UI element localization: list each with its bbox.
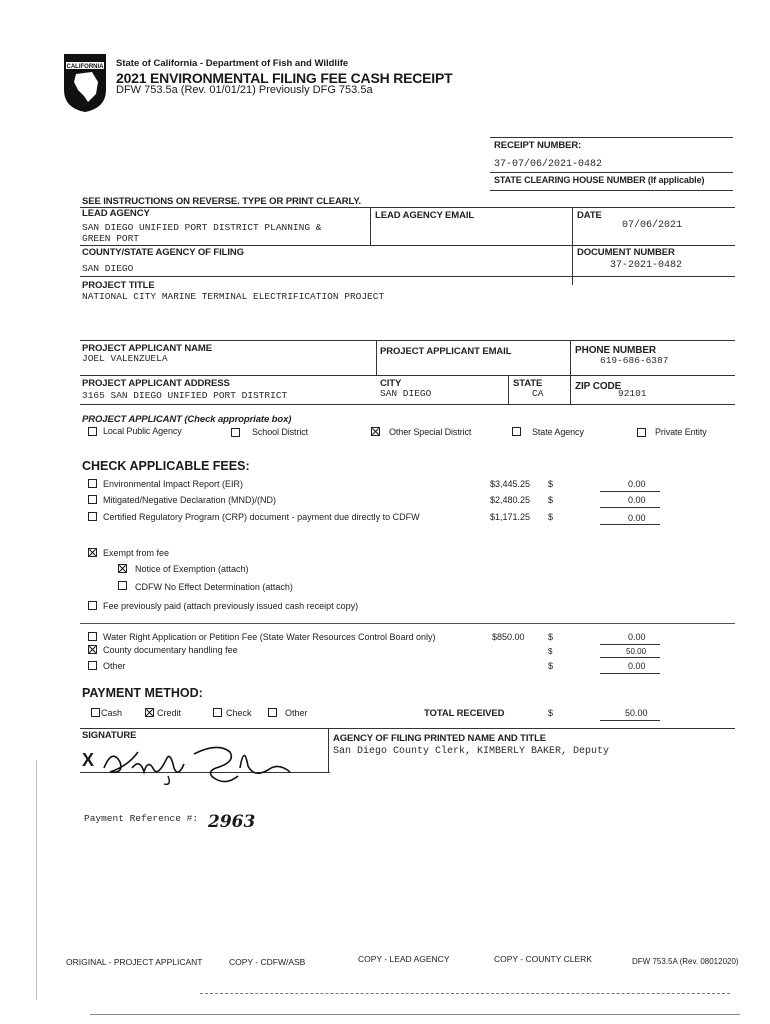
crp-rate: $1,171.25: [490, 512, 531, 522]
copy-original-project-applicant: ORIGINAL - PROJECT APPLICANT: [66, 957, 203, 967]
county-handling-fee-amount: 50.00: [626, 647, 647, 656]
mnd-currency: $: [548, 495, 554, 505]
checkbox-other-fee[interactable]: [88, 661, 97, 670]
payment-reference-label: Payment Reference #:: [84, 813, 199, 824]
checkbox-notice-of-exemption[interactable]: [118, 564, 127, 573]
eir-rate: $3,445.25: [490, 479, 531, 489]
checkbox-state-agency[interactable]: [512, 427, 521, 436]
checkbox-local-public-agency[interactable]: [88, 427, 97, 436]
other-fee-label: Other: [103, 661, 126, 671]
water-right-label: Water Right Application or Petition Fee (State Water Resources Control Board only): [103, 632, 436, 642]
receipt-number: 37-07/06/2021-0482: [494, 159, 603, 170]
signature-x-mark: X: [82, 750, 95, 770]
applicant-name-label: PROJECT APPLICANT NAME: [82, 343, 212, 354]
phone-label: PHONE NUMBER: [575, 345, 657, 356]
county-handling-fee-currency: $: [548, 647, 553, 656]
california-bear-logo: [62, 52, 108, 114]
cash-label: Cash: [101, 708, 123, 718]
lead-agency-line1: SAN DIEGO UNIFIED PORT DISTRICT PLANNING &: [82, 222, 322, 233]
other-special-district-label: Other Special District: [389, 427, 472, 437]
checkbox-mnd[interactable]: [88, 495, 97, 504]
handwritten-signature: [98, 738, 298, 788]
phone-value: 619-686-6387: [600, 355, 669, 366]
fees-heading: CHECK APPLICABLE FEES:: [82, 459, 250, 473]
fee-previously-paid-label: Fee previously paid (attach previously issued cash receipt copy): [103, 601, 359, 611]
eir-currency: $: [548, 479, 554, 489]
total-currency: $: [548, 708, 554, 718]
mnd-label: Mitigated/Negative Declaration (MND)/(ND): [103, 495, 277, 505]
city-label: CITY: [380, 378, 402, 389]
water-right-amount: 0.00: [628, 632, 646, 642]
form-title: 2021 ENVIRONMENTAL FILING FEE CASH RECEIPT: [116, 70, 453, 86]
agency-printed-name-label: AGENCY OF FILING PRINTED NAME AND TITLE: [333, 733, 547, 744]
date-label: DATE: [577, 210, 602, 221]
checkbox-cdfw-no-effect[interactable]: [118, 581, 127, 590]
checkbox-water-right[interactable]: [88, 632, 97, 641]
checkbox-county-handling-fee[interactable]: [88, 645, 97, 654]
clearing-house-label: STATE CLEARING HOUSE NUMBER (If applicable): [494, 175, 705, 185]
mnd-rate: $2,480.25: [490, 495, 531, 505]
document-number-label: DOCUMENT NUMBER: [577, 247, 675, 258]
lead-agency-label: LEAD AGENCY: [82, 208, 150, 219]
form-number: DFW 753.5A (Rev. 08012020): [632, 957, 739, 966]
payment-method-heading: PAYMENT METHOD:: [82, 686, 203, 700]
cdfw-no-effect-label: CDFW No Effect Determination (attach): [135, 582, 293, 592]
other-payment-label: Other: [285, 708, 308, 718]
applicant-address: 3165 SAN DIEGO UNIFIED PORT DISTRICT: [82, 390, 288, 401]
checkbox-other-special-district[interactable]: [371, 427, 380, 436]
agency-printed-name: San Diego County Clerk, KIMBERLY BAKER, Deputy: [333, 746, 610, 757]
checkbox-crp[interactable]: [88, 512, 97, 521]
project-title: NATIONAL CITY MARINE TERMINAL ELECTRIFICATION PROJECT: [82, 291, 385, 302]
county-handling-fee-label: County documentary handling fee: [103, 645, 238, 655]
school-district-label: School District: [252, 427, 309, 437]
checkbox-exempt[interactable]: [88, 548, 97, 557]
total-received-label: TOTAL RECEIVED: [424, 708, 505, 719]
receipt-number-label: RECEIPT NUMBER:: [494, 140, 582, 151]
checkbox-private-entity[interactable]: [637, 428, 646, 437]
signature-label: SIGNATURE: [82, 730, 137, 741]
total-received-amount: 50.00: [625, 708, 648, 718]
project-title-label: PROJECT TITLE: [82, 280, 155, 291]
date-value: 07/06/2021: [622, 220, 683, 231]
notice-of-exemption-label: Notice of Exemption (attach): [135, 564, 249, 574]
checkbox-other-payment[interactable]: [268, 708, 277, 717]
exempt-label: Exempt from fee: [103, 548, 170, 558]
form-subtitle: DFW 753.5a (Rev. 01/01/21) Previously DFG 753.5a: [116, 84, 373, 96]
other-fee-amount: 0.00: [628, 661, 646, 671]
checkbox-check[interactable]: [213, 708, 222, 717]
checkbox-cash[interactable]: [91, 708, 100, 717]
checkbox-eir[interactable]: [88, 479, 97, 488]
state-label: STATE: [513, 378, 543, 389]
department-name: State of California - Department of Fish and Wildlife: [116, 58, 349, 69]
checkbox-fee-previously-paid[interactable]: [88, 601, 97, 610]
credit-label: Credit: [157, 708, 182, 718]
checkbox-credit[interactable]: [145, 708, 154, 717]
city-value: SAN DIEGO: [380, 388, 432, 399]
check-label: Check: [226, 708, 252, 718]
eir-amount: 0.00: [628, 479, 646, 489]
applicant-type-label: PROJECT APPLICANT (Check appropriate box): [82, 414, 292, 425]
copy-county-clerk: COPY - COUNTY CLERK: [494, 954, 592, 964]
crp-label: Certified Regulatory Program (CRP) document - payment due directly to CDFW: [103, 512, 420, 522]
county-value: SAN DIEGO: [82, 263, 134, 274]
state-value: CA: [532, 388, 544, 399]
checkbox-school-district[interactable]: [231, 428, 240, 437]
copy-cdfw-asb: COPY - CDFW/ASB: [229, 957, 306, 967]
applicant-email-label: PROJECT APPLICANT EMAIL: [380, 346, 512, 357]
logo-text: CALIFORNIA: [66, 64, 104, 70]
zip-label: ZIP CODE: [575, 381, 622, 392]
state-agency-label: State Agency: [532, 427, 584, 437]
water-right-currency: $: [548, 632, 554, 642]
eir-label: Environmental Impact Report (EIR): [103, 479, 244, 489]
lead-agency-email-label: LEAD AGENCY EMAIL: [375, 210, 475, 221]
payment-reference-value: 2963: [208, 812, 256, 832]
mnd-amount: 0.00: [628, 495, 646, 505]
local-public-agency-label: Local Public Agency: [103, 426, 182, 436]
copy-lead-agency: COPY - LEAD AGENCY: [358, 954, 450, 964]
private-entity-label: Private Entity: [655, 427, 707, 437]
water-right-rate: $850.00: [492, 632, 525, 642]
crp-currency: $: [548, 512, 554, 522]
other-fee-currency: $: [548, 661, 554, 671]
county-label: COUNTY/STATE AGENCY OF FILING: [82, 247, 244, 258]
applicant-name: JOEL VALENZUELA: [82, 353, 168, 364]
document-number: 37-2021-0482: [610, 260, 683, 271]
instructions: SEE INSTRUCTIONS ON REVERSE. TYPE OR PRINT CLEARLY.: [82, 196, 362, 207]
lead-agency-line2: GREEN PORT: [82, 233, 140, 244]
crp-amount: 0.00: [628, 513, 646, 523]
zip-value: 92101: [618, 388, 647, 399]
applicant-address-label: PROJECT APPLICANT ADDRESS: [82, 378, 230, 389]
